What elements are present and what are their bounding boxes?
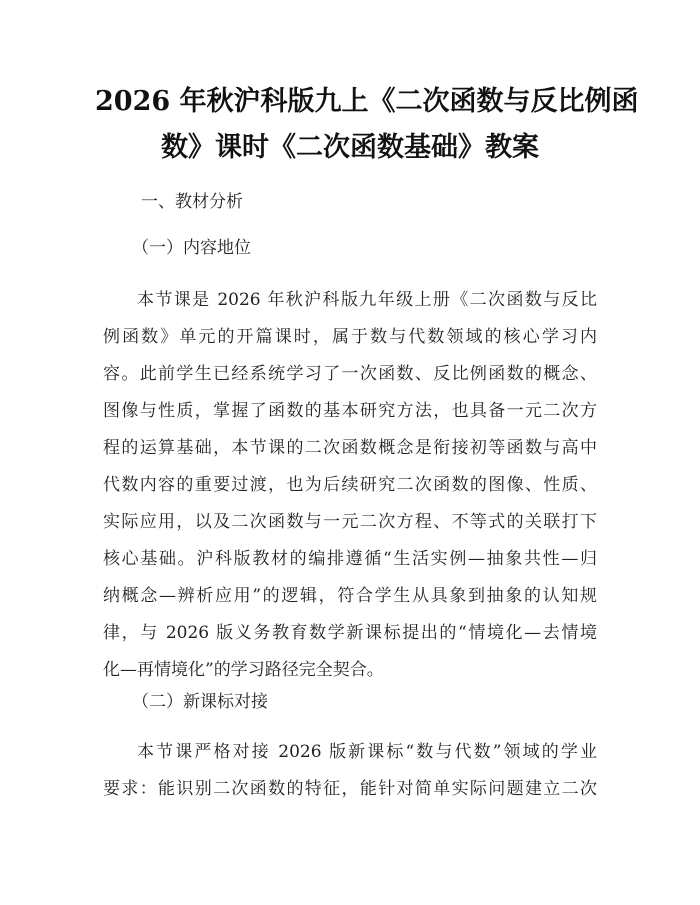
paragraph-line: 纳概念—辨析应用”的逻辑，符合学生从具象到抽象的认知规 xyxy=(103,586,597,606)
paragraph-line: 图像与性质，掌握了函数的基本研究方法，也具备一元二次方 xyxy=(103,401,597,421)
subsection-heading-content-position: （一）内容地位 xyxy=(132,238,251,258)
document-title-line-2: 数》课时《二次函数基础》教案 xyxy=(161,132,539,163)
paragraph-curriculum-alignment xyxy=(103,734,597,808)
paragraph-line: 本节课是 2026 年秋沪科版九年级上册《二次函数与反比 xyxy=(137,290,597,310)
paragraph-line: 程的运算基础，本节课的二次函数概念是衔接初等函数与高中 xyxy=(103,438,597,458)
paragraph-line: 容。此前学生已经系统学习了一次函数、反比例函数的概念、 xyxy=(103,364,597,384)
section-heading-textbook-analysis: 一、教材分析 xyxy=(141,192,243,212)
paragraph-line: 代数内容的重要过渡，也为后续研究二次函数的图像、性质、 xyxy=(103,475,597,495)
paragraph-line: 实际应用，以及二次函数与一元二次方程、不等式的关联打下 xyxy=(103,512,597,532)
paragraph-line: 本节课严格对接 2026 版新课标“数与代数”领域的学业 xyxy=(137,742,597,762)
paragraph-content-position xyxy=(103,282,597,689)
subsection-heading-curriculum-alignment: （二）新课标对接 xyxy=(132,692,268,712)
paragraph-line: 例函数》单元的开篇课时，属于数与代数领域的核心学习内 xyxy=(103,327,597,347)
paragraph-line: 核心基础。沪科版教材的编排遵循“生活实例—抽象共性—归 xyxy=(103,549,597,569)
document-title-line-1: 2026 年秋沪科版九上《二次函数与反比例函 xyxy=(95,86,639,117)
paragraph-line: 律，与 2026 版义务教育数学新课标提出的“情境化—去情境 xyxy=(103,623,597,643)
paragraph-line: 要求：能识别二次函数的特征，能针对简单实际问题建立二次 xyxy=(103,779,597,799)
paragraph-line: 化—再情境化”的学习路径完全契合。 xyxy=(103,660,384,680)
